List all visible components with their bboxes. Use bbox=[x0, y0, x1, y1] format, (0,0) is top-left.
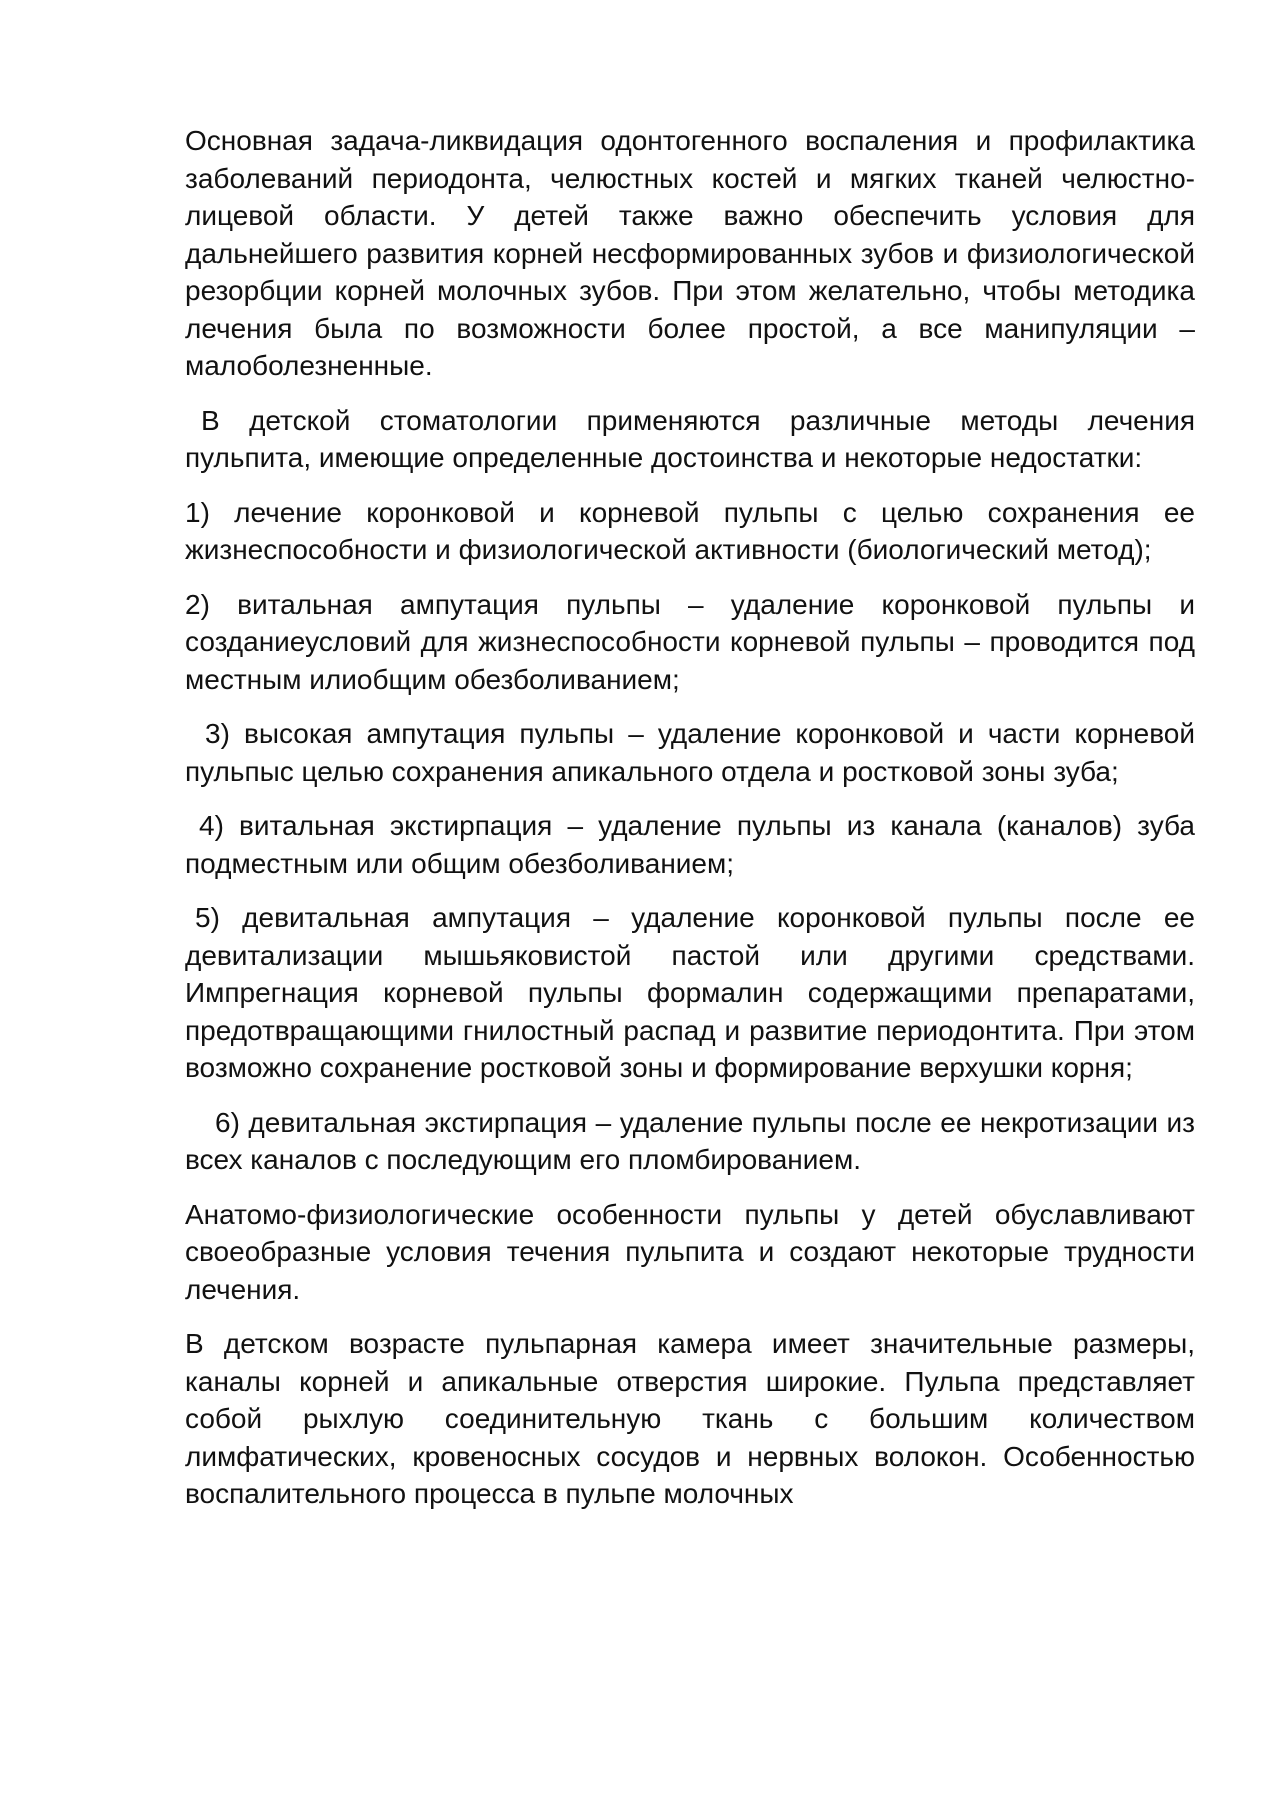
list-item-method-4: 4) витальная экстирпация – удаление пульпы из канала (каналов) зуба подместным или общим обезболиванием; bbox=[185, 810, 1195, 879]
paragraph-methods-intro: В детской стоматологии применяются различные методы лечения пульпита, имеющие определенные достоинства и некоторые недостатки: bbox=[185, 404, 1195, 473]
list-item-method-2: 2) витальная ампутация пульпы – удаление коронковой пульпы и созданиеусловий для жизнеспособности корневой пульпы – проводится под местным илиобщим обезболиванием; bbox=[185, 588, 1195, 695]
list-item-method-6: 6) девитальная экстирпация – удаление пульпы после ее некротизации из всех каналов с последующим его пломбированием. bbox=[185, 1106, 1195, 1175]
paragraph-main-task: Основная задача-ликвидация одонтогенного воспаления и профилактика заболеваний периодонта, челюстных костей и мягких тканей челюстно-лицевой области. У детей также важно обеспечить условия для дальнейшего развития корней несформированных зубов и физиологической резорбции корней молочных зубов. При этом желательно, чтобы методика лечения была по возможности более простой, а все манипуляции –малоболезненные. bbox=[185, 125, 1195, 381]
paragraph-anatomy: Анатомо-физиологические особенности пульпы у детей обуславливают своеобразные условия течения пульпита и создают некоторые трудности лечения. bbox=[185, 1198, 1195, 1305]
list-item-method-1: 1) лечение коронковой и корневой пульпы с целью сохранения ее жизнеспособности и физиологической активности (биологический метод); bbox=[185, 496, 1195, 565]
list-item-method-3: 3) высокая ампутация пульпы – удаление коронковой и части корневой пульпыс целью сохранения апикального отдела и ростковой зоны зуба; bbox=[185, 718, 1195, 787]
list-item-method-5: 5) девитальная ампутация – удаление коронковой пульпы после ее девитализации мышьяковистой пастой или другими средствами. Импрегнация корневой пульпы формалин содержащими препаратами, предотвращающими гнилостный распад и развитие периодонтита. При этом возможно сохранение ростковой зоны и формирование верхушки корня; bbox=[185, 902, 1195, 1083]
document-page bbox=[185, 122, 1195, 1530]
paragraph-pulp-chamber: В детском возрасте пульпарная камера имеет значительные размеры, каналы корней и апикальные отверстия широкие. Пульпа представляет собой рыхлую соединительную ткань с большим количеством лимфатических, кровеносных сосудов и нервных волокон. Особенностью воспалительного процесса в пульпе молочных bbox=[185, 1328, 1195, 1509]
